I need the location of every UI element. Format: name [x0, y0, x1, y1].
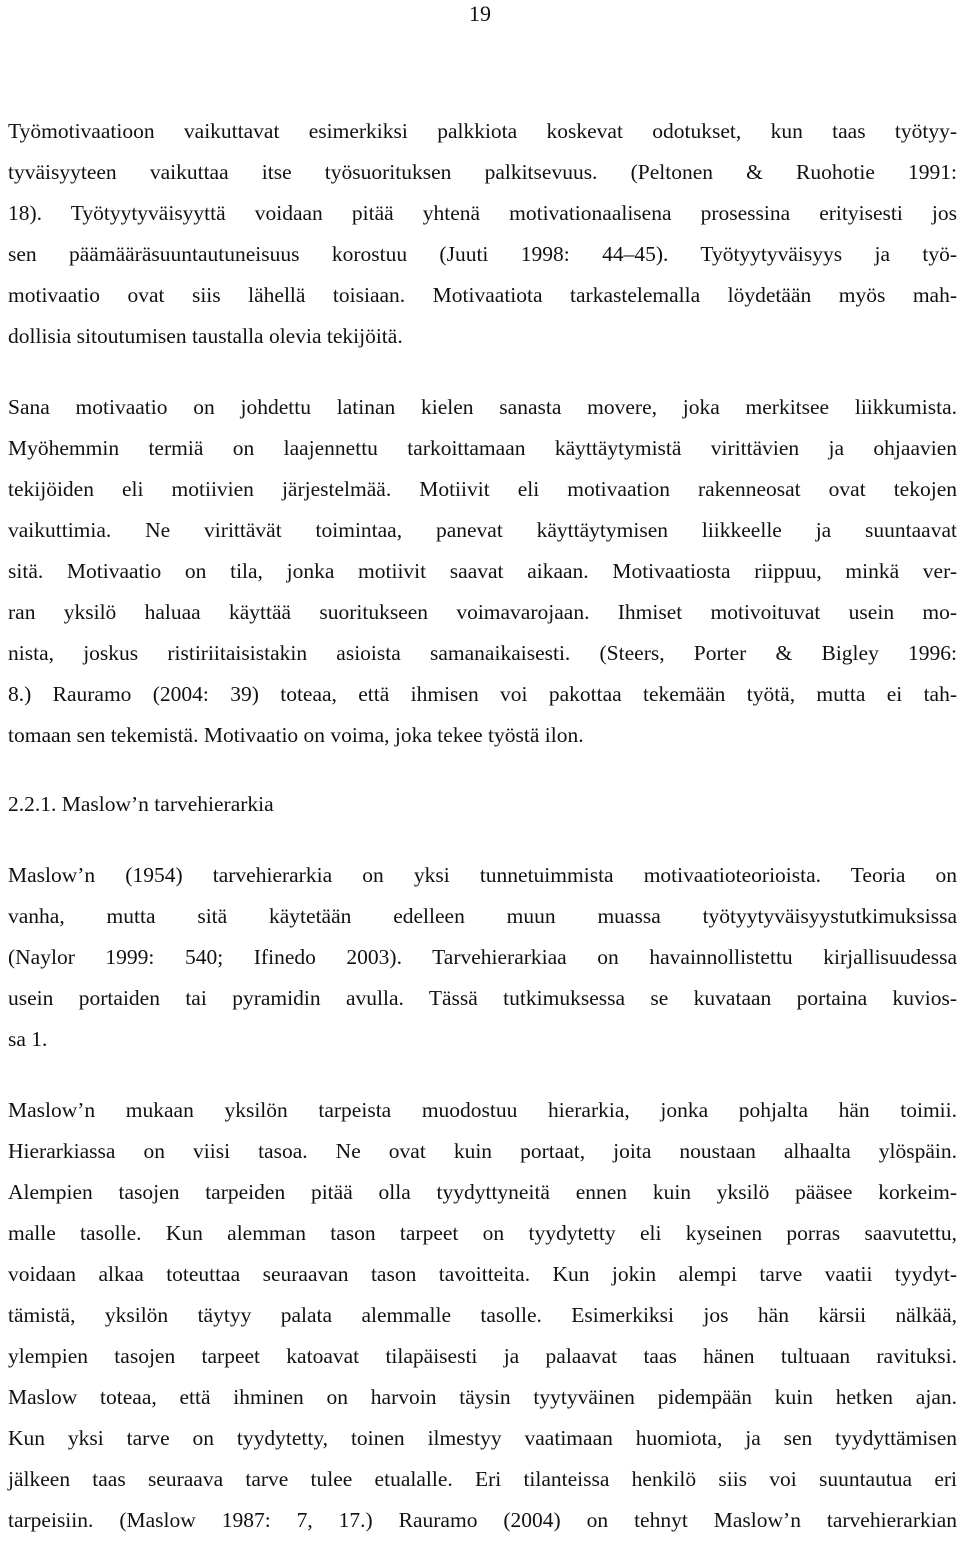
text-line: tarpeisiin. (Maslow 1987: 7, 17.) Rauramo (2004) on tehnyt Maslow’n tarvehierarkian: [8, 1508, 957, 1532]
text-line: Maslow’n (1954) tarvehierarkia on yksi tunnetuimmista motivaatioteorioista. Teoria on: [8, 863, 957, 887]
text-line: nista, joskus ristiriitaisistakin asioista samanaikaisesti. (Steers, Porter & Bigley 1996:: [8, 641, 957, 665]
text-line: 8.) Rauramo (2004: 39) toteaa, että ihmisen voi pakottaa tekemään työtä, mutta ei tah-: [8, 682, 957, 706]
text-line: tämistä, yksilön täytyy palata alemmalle tasolle. Esimerkiksi jos hän kärsii nälkää,: [8, 1303, 957, 1327]
document-body: [8, 111, 957, 1541]
text-line: motivaatio ovat siis lähellä toisiaan. Motivaatiota tarkastelemalla löydetään myös mah-: [8, 283, 957, 307]
text-line: Maslow’n mukaan yksilön tarpeista muodostuu hierarkia, jonka pohjalta hän toimii.: [8, 1098, 957, 1122]
section-heading: 2.2.1. Maslow’n tarvehierarkia: [8, 792, 274, 816]
text-line: ylempien tasojen tarpeet katoavat tilapäisesti ja palaavat taas hänen tultuaan ravituksi.: [8, 1344, 957, 1368]
text-line: malle tasolle. Kun alemman tason tarpeet on tyydytetty eli kyseinen porras saavutettu,: [8, 1221, 957, 1245]
text-line: voidaan alkaa toteuttaa seuraavan tason tavoitteita. Kun jokin alempi tarve vaatii tyydyt-: [8, 1262, 957, 1286]
text-line: Sana motivaatio on johdettu latinan kielen sanasta movere, joka merkitsee liikkumista.: [8, 395, 957, 419]
text-line: sitä. Motivaatio on tila, jonka motiivit saavat aikaan. Motivaatiosta riippuu, minkä ver-: [8, 559, 957, 583]
text-line: Maslow toteaa, että ihminen on harvoin täysin tyytyväinen pidempään kuin hetken ajan.: [8, 1385, 957, 1409]
text-line: sa 1.: [8, 1027, 48, 1051]
text-line: vaikuttimia. Ne virittävät toimintaa, panevat käyttäytymisen liikkeelle ja suuntaavat: [8, 518, 957, 542]
text-line: Työmotivaatioon vaikuttavat esimerkiksi palkkiota koskevat odotukset, kun taas työtyy-: [8, 119, 957, 143]
text-line: tekijöiden eli motiivien järjestelmää. Motiivit eli motivaation rakenneosat ovat tekojen: [8, 477, 957, 501]
text-line: Kun yksi tarve on tyydytetty, toinen ilmestyy vaatimaan huomiota, ja sen tyydyttämisen: [8, 1426, 957, 1450]
text-line: Alempien tasojen tarpeiden pitää olla tyydyttyneitä ennen kuin yksilö pääsee korkeim-: [8, 1180, 957, 1204]
text-line: (Naylor 1999: 540; Ifinedo 2003). Tarvehierarkiaa on havainnollistettu kirjallisuudessa: [8, 945, 957, 969]
text-line: tyväisyyteen vaikuttaa itse työsuorituksen palkitsevuus. (Peltonen & Ruohotie 1991:: [8, 160, 957, 184]
text-line: ran yksilö haluaa käyttää suoritukseen voimavarojaan. Ihmiset motivoituvat usein mo-: [8, 600, 957, 624]
text-line: jälkeen taas seuraava tarve tulee etualalle. Eri tilanteissa henkilö siis voi suuntautua eri: [8, 1467, 957, 1491]
text-line: tomaan sen tekemistä. Motivaatio on voima, joka tekee työstä ilon.: [8, 723, 584, 747]
paragraph-maslow-intro: [8, 855, 957, 1060]
text-line: dollisia sitoutumisen taustalla olevia tekijöitä.: [8, 324, 403, 348]
page-number: 19: [469, 1, 491, 26]
paragraph-motivation-definition: [8, 387, 957, 756]
text-line: vanha, mutta sitä käytetään edelleen muun muassa työtyytyväisyystutkimuksissa: [8, 904, 957, 928]
paragraph-work-motivation: [8, 111, 957, 357]
text-line: Hierarkiassa on viisi tasoa. Ne ovat kuin portaat, joita noustaan alhaalta ylöspäin.: [8, 1139, 957, 1163]
text-line: sen päämääräsuuntautuneisuus korostuu (Juuti 1998: 44–45). Työtyytyväisyys ja työ-: [8, 242, 957, 266]
paragraph-maslow-hierarchy: [8, 1090, 957, 1541]
text-line: 18). Työtyytyväisyyttä voidaan pitää yhtenä motivationaalisena prosessina erityisesti jos: [8, 201, 957, 225]
text-line: usein portaiden tai pyramidin avulla. Tässä tutkimuksessa se kuvataan portaina kuvios-: [8, 986, 957, 1010]
text-line: Myöhemmin termiä on laajennettu tarkoittamaan käyttäytymistä virittävien ja ohjaavien: [8, 436, 957, 460]
